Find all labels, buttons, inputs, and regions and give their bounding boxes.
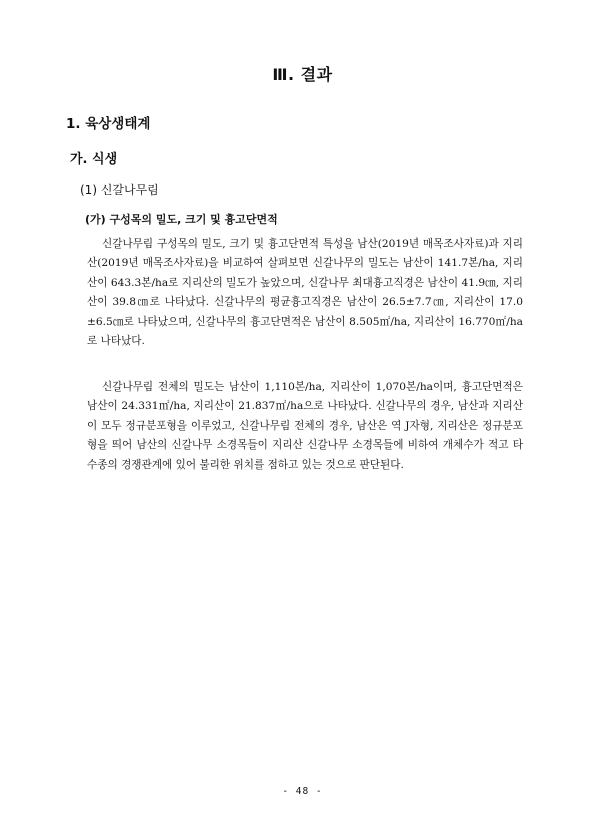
subitem-heading: (가) 구성목의 밀도, 크기 및 흉고단면적 <box>85 213 278 226</box>
section-heading: 1. 육상생태계 <box>66 116 151 132</box>
item-heading: (1) 신갈나무림 <box>80 183 159 197</box>
body-paragraph-1: 신갈나무림 구성목의 밀도, 크기 및 흉고단면적 특성을 남산(2019년 매목조사자료)과 지리산(2019년 매목조사자료)을 비교하여 살펴보면 신갈나무의 밀도는 남산이 141.7본/ha, 지리산이 643.3본/ha로 지리산의 밀도가 높았으며, 신갈나무 최대흉고직경은 남산이 41.9㎝, 지리산이 39.8㎝로 나타났다. 신갈나무의 평균흉고직경은 남산이 26.5±7.7㎝, 지리산이 17.0±6.5㎝로 나타났으며, 신갈나무의 흉고단면적은 남산이 8.505㎡/ha, 지리산이 16.770㎡/ha로 나타났다. <box>87 238 523 348</box>
page-number: - 48 - <box>282 786 323 797</box>
chapter-title: Ⅲ. 결과 <box>272 65 333 84</box>
subsection-heading: 가. 식생 <box>70 152 118 167</box>
body-paragraph-2: 신갈나무림 전체의 밀도는 남산이 1,110본/ha, 지리산이 1,070본/ha이며, 흉고단면적은 남산이 24.331㎡/ha, 지리산이 21.837㎡/ha으로 나타났다. 신갈나무의 경우, 남산과 지리산이 모두 정규분포형을 이루었고, 신갈나무림 전체의 경우, 남산은 역 J자형, 지리산은 정규분포형을 띄어 남산의 신갈나무 소경목들이 지리산 신갈나무 소경목들에 비하여 개체수가 적고 타 수종의 경쟁관계에 있어 불리한 위치를 점하고 있는 것으로 판단된다. <box>87 381 523 471</box>
